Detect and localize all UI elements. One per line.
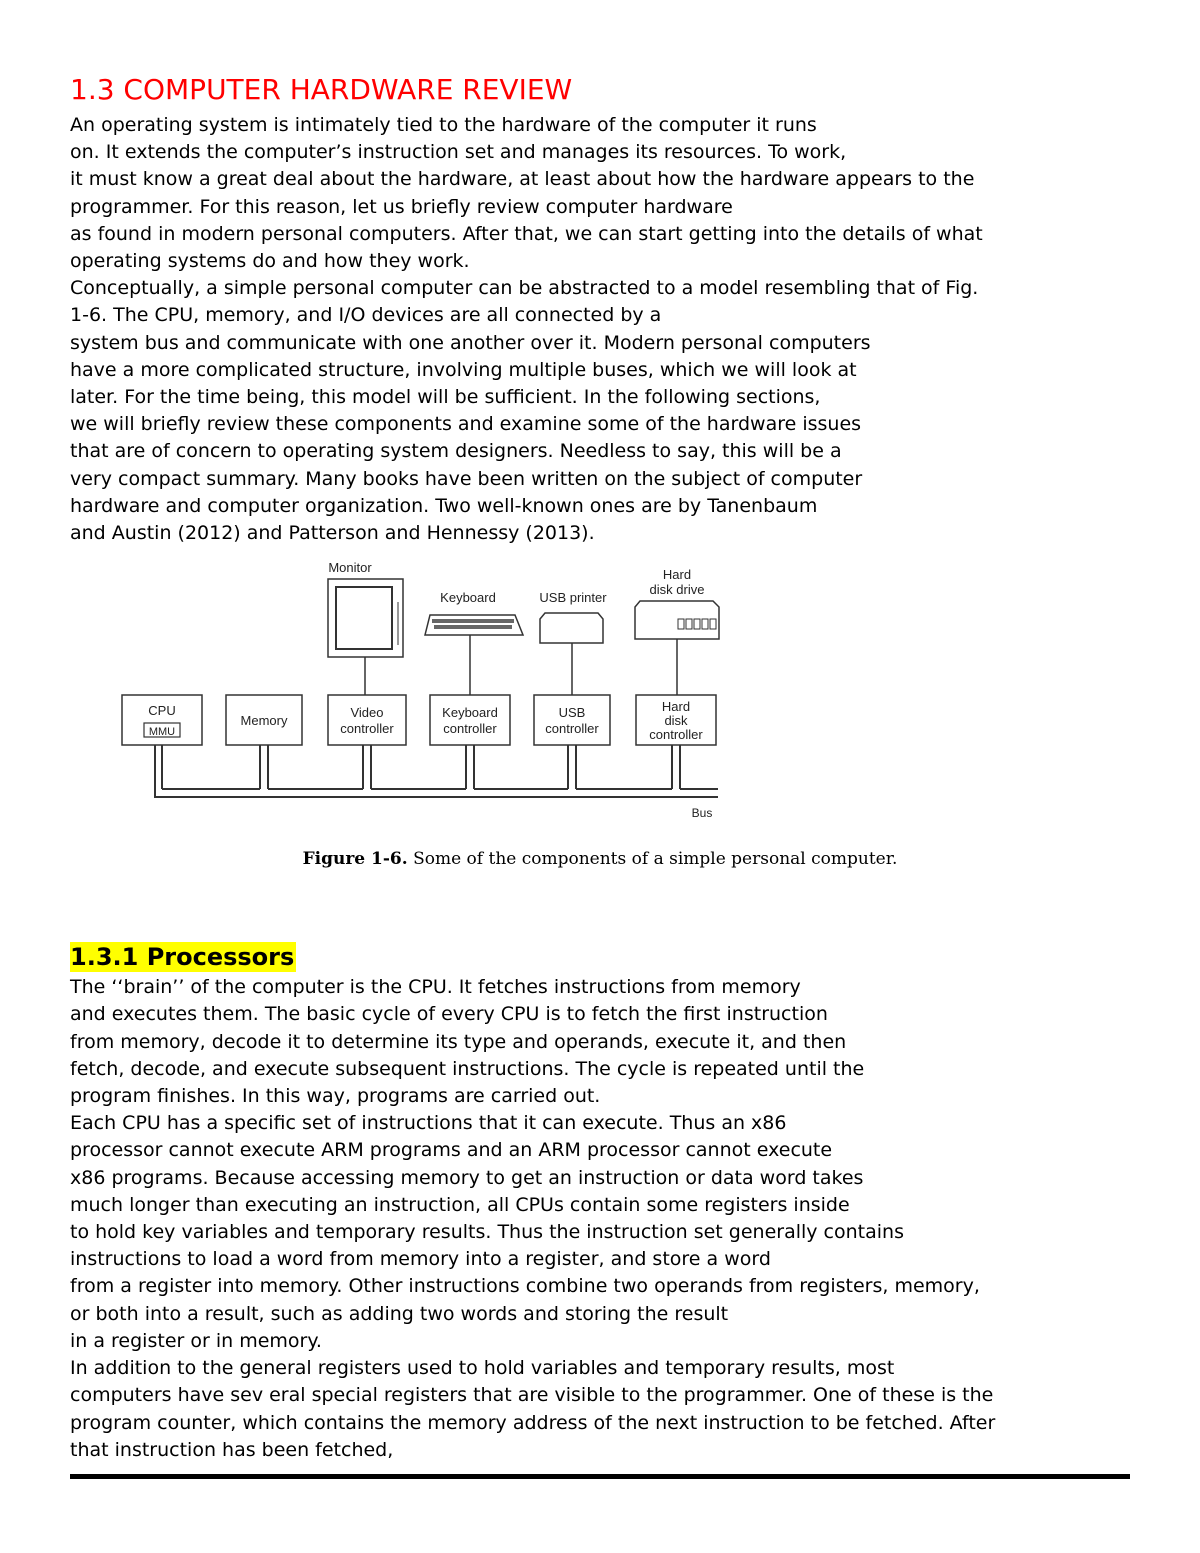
text-line: Each CPU has a specific set of instructions that it can execute. Thus an x86 xyxy=(70,1112,787,1135)
subsection-heading: 1.3.1 Processors xyxy=(70,943,295,972)
hard-drive-icon xyxy=(635,601,719,639)
text-line: Conceptually, a simple personal computer can be abstracted to a model resembling that of Fig. xyxy=(70,277,979,300)
caption-text: Some of the components of a simple personal computer. xyxy=(413,849,898,870)
hardware-diagram xyxy=(120,557,740,827)
hard-disk-label-1: Hard xyxy=(662,567,692,583)
svg-text:disk: disk xyxy=(664,713,688,729)
svg-text:controller: controller xyxy=(545,721,599,737)
subsection-heading-wrap xyxy=(70,942,1130,974)
system-bus xyxy=(155,745,718,797)
text-line: from a register into memory. Other instructions combine two operands from registers, memory, xyxy=(70,1275,980,1298)
hard-disk-controller-box xyxy=(636,695,716,745)
figure-1-6 xyxy=(70,547,1130,902)
usb-printer-label: USB printer xyxy=(539,590,607,606)
svg-text:controller: controller xyxy=(443,721,497,737)
monitor-label: Monitor xyxy=(328,560,372,576)
text-line: program counter, which contains the memory address of the next instruction to be fetched. After xyxy=(70,1411,996,1434)
svg-text:controller: controller xyxy=(649,727,703,743)
svg-text:CPU: CPU xyxy=(148,703,176,719)
text-line: In addition to the general registers used to hold variables and temporary results, most xyxy=(70,1357,895,1380)
text-line: fetch, decode, and execute subsequent instructions. The cycle is repeated until the xyxy=(70,1057,865,1080)
usb-controller-box xyxy=(534,695,610,745)
figure-caption xyxy=(70,849,1130,869)
svg-text:USB: USB xyxy=(558,705,586,721)
caption-label: Figure 1-6. xyxy=(302,849,408,870)
text-line: The ‘‘brain’’ of the computer is the CPU. It fetches instructions from memory xyxy=(70,976,801,999)
svg-text:Keyboard: Keyboard xyxy=(442,705,498,721)
text-line: programmer. For this reason, let us briefly review computer hardware xyxy=(70,195,733,218)
text-line: it must know a great deal about the hardware, at least about how the hardware appears to the xyxy=(70,168,975,191)
text-line: hardware and computer organization. Two well-known ones are by Tanenbaum xyxy=(70,494,818,517)
text-line: from memory, decode it to determine its type and operands, execute it, and then xyxy=(70,1030,847,1053)
text-line: very compact summary. Many books have been written on the subject of computer xyxy=(70,467,863,490)
text-line: much longer than executing an instruction, all CPUs contain some registers inside xyxy=(70,1193,850,1216)
monitor-icon xyxy=(328,579,403,657)
cpu-box xyxy=(122,695,202,745)
processors-paragraphs xyxy=(70,974,1130,1464)
bus-label: Bus xyxy=(691,806,713,821)
hard-disk-label-2: disk drive xyxy=(649,582,705,598)
text-line: have a more complicated structure, involving multiple buses, which we will look at xyxy=(70,358,857,381)
keyboard-icon xyxy=(425,615,523,635)
svg-text:Memory: Memory xyxy=(240,713,288,729)
text-line: as found in modern personal computers. After that, we can start getting into the details of what xyxy=(70,222,983,245)
bottom-rule xyxy=(70,1474,1130,1479)
text-line: on. It extends the computer’s instruction set and manages its resources. To work, xyxy=(70,141,847,164)
keyboard-controller-box xyxy=(430,695,510,745)
text-line: later. For the time being, this model will be sufficient. In the following sections, xyxy=(70,386,821,409)
video-controller-box xyxy=(328,695,406,745)
text-line: x86 programs. Because accessing memory to get an instruction or data word takes xyxy=(70,1166,864,1189)
text-line: instructions to load a word from memory into a register, and store a word xyxy=(70,1248,771,1271)
svg-text:controller: controller xyxy=(340,721,394,737)
text-line: we will briefly review these components and examine some of the hardware issues xyxy=(70,413,862,436)
text-line: that are of concern to operating system designers. Needless to say, this will be a xyxy=(70,440,842,463)
section-heading: 1.3 COMPUTER HARDWARE REVIEW xyxy=(70,73,573,106)
keyboard-label: Keyboard xyxy=(440,590,496,606)
text-line: operating systems do and how they work. xyxy=(70,250,470,273)
text-line: to hold key variables and temporary results. Thus the instruction set generally contains xyxy=(70,1221,904,1244)
printer-icon xyxy=(540,613,603,643)
text-line: system bus and communicate with one another over it. Modern personal computers xyxy=(70,331,871,354)
text-line: in a register or in memory. xyxy=(70,1329,322,1352)
intro-paragraphs xyxy=(70,112,1130,547)
text-line: and Austin (2012) and Patterson and Hennessy (2013). xyxy=(70,522,595,545)
text-line: An operating system is intimately tied to the hardware of the computer it runs xyxy=(70,114,817,136)
memory-box xyxy=(226,695,302,745)
mmu-label: MMU xyxy=(148,726,176,739)
text-line: computers have sev eral special registers that are visible to the programmer. One of these is the xyxy=(70,1384,994,1407)
document-page xyxy=(70,70,1130,1464)
svg-text:Hard: Hard xyxy=(661,699,691,715)
svg-text:Video: Video xyxy=(350,705,384,721)
text-line: 1-6. The CPU, memory, and I/O devices are all connected by a xyxy=(70,304,662,327)
text-line: or both into a result, such as adding two words and storing the result xyxy=(70,1302,729,1325)
text-line: and executes them. The basic cycle of every CPU is to fetch the first instruction xyxy=(70,1003,828,1026)
text-line: processor cannot execute ARM programs and an ARM processor cannot execute xyxy=(70,1139,833,1162)
text-line: program finishes. In this way, programs are carried out. xyxy=(70,1085,601,1108)
text-line: that instruction has been fetched, xyxy=(70,1438,394,1461)
